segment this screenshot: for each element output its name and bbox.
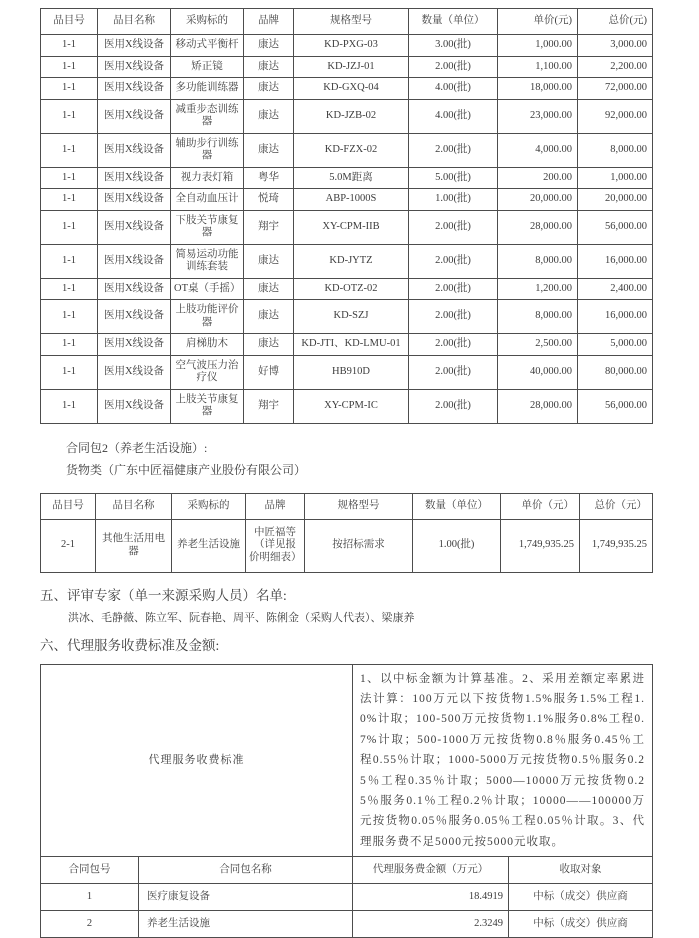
table-cell: 1,000.00 xyxy=(578,167,653,189)
table-cell: 康达 xyxy=(244,133,294,167)
column-header: 单价(元) xyxy=(498,9,578,35)
table-cell: 18,000.00 xyxy=(498,78,578,100)
table-cell: 康达 xyxy=(244,244,294,278)
table-cell: 5.0M距离 xyxy=(294,167,409,189)
table-cell: 翔宇 xyxy=(244,210,294,244)
column-header: 品目名称 xyxy=(98,9,171,35)
table-cell: 1-1 xyxy=(41,167,98,189)
table-cell: 16,000.00 xyxy=(578,300,653,334)
table-cell: 4.00(批) xyxy=(409,78,498,100)
column-header: 总价（元） xyxy=(580,493,653,519)
table-row xyxy=(41,911,653,938)
table-cell: 康达 xyxy=(244,78,294,100)
column-header: 合同包名称 xyxy=(139,857,353,884)
table-cell: 92,000.00 xyxy=(578,99,653,133)
table-row xyxy=(41,334,653,356)
table-cell: 1-1 xyxy=(41,300,98,334)
table-cell: 1 xyxy=(41,884,139,911)
table-cell: 医用X线设备 xyxy=(98,167,171,189)
table-cell: 医用X线设备 xyxy=(98,210,171,244)
table-cell: 2.00(批) xyxy=(409,133,498,167)
package2-heading: 合同包2（养老生活设施）: xyxy=(66,437,699,459)
table-cell: 2.3249 xyxy=(353,911,509,938)
table-cell: 医用X线设备 xyxy=(98,355,171,389)
table-cell: 肩梯肋木 xyxy=(171,334,244,356)
table-cell: 减重步态训练器 xyxy=(171,99,244,133)
table-row xyxy=(41,884,653,911)
column-header: 品目名称 xyxy=(96,493,172,519)
table-cell: 辅助步行训练器 xyxy=(171,133,244,167)
table-cell: KD-JTI、KD-LMU-01 xyxy=(294,334,409,356)
column-header: 数量（单位） xyxy=(413,493,501,519)
table-cell: 医用X线设备 xyxy=(98,334,171,356)
table-cell: 1-1 xyxy=(41,133,98,167)
table-cell: 4.00(批) xyxy=(409,99,498,133)
table-row xyxy=(41,300,653,334)
table-cell: 2.00(批) xyxy=(409,389,498,423)
table-cell: 56,000.00 xyxy=(578,389,653,423)
table-row xyxy=(41,56,653,78)
column-header: 合同包号 xyxy=(41,857,139,884)
table-cell: 中匠福等（详见报价明细表） xyxy=(246,519,305,572)
table-cell: 康达 xyxy=(244,278,294,300)
table-cell: 2,500.00 xyxy=(498,334,578,356)
table-cell: 1-1 xyxy=(41,355,98,389)
fee-standard-row xyxy=(41,664,653,857)
table-row xyxy=(41,519,653,572)
table-cell: 康达 xyxy=(244,99,294,133)
column-header: 采购标的 xyxy=(171,9,244,35)
table-cell: 28,000.00 xyxy=(498,210,578,244)
table-cell: 1-1 xyxy=(41,334,98,356)
table-row xyxy=(41,278,653,300)
table-cell: 1.00(批) xyxy=(409,189,498,211)
table-cell: 多功能训练器 xyxy=(171,78,244,100)
table-cell: 康达 xyxy=(244,300,294,334)
table-cell: 医疗康复设备 xyxy=(139,884,353,911)
table-cell: 1,100.00 xyxy=(498,56,578,78)
table-cell: OT桌（手摇） xyxy=(171,278,244,300)
column-header: 规格型号 xyxy=(294,9,409,35)
fee-standard-text: 1、以中标金额为计算基准。2、采用差额定率累进法计算：100万元以下按货物1.5%服务1.5%工程1.0%计取；100-500万元按货物1.1%服务0.8%工程0.7%计取；500-1000万元按货物0.8％服务0.45％工程0.55％计取；1000-5000万元按货物0.5％服务0.25％工程0.35％计取；5000—10000万元按货物0.25％服务0.1％工程0.2％计取；10000——100000万元按货物0.05％服务0.05％工程0.05％计取。3、代理服务费不足5000元按5000元收取。 xyxy=(353,664,653,857)
column-header: 单价（元） xyxy=(501,493,580,519)
table-row xyxy=(41,167,653,189)
table-cell: 医用X线设备 xyxy=(98,35,171,57)
table-cell: KD-SZJ xyxy=(294,300,409,334)
table-cell: 养老生活设施 xyxy=(139,911,353,938)
table-cell: 1-1 xyxy=(41,189,98,211)
table-cell: 医用X线设备 xyxy=(98,78,171,100)
table-row xyxy=(41,99,653,133)
table-cell: 1-1 xyxy=(41,35,98,57)
table-cell: KD-OTZ-02 xyxy=(294,278,409,300)
table-row xyxy=(41,78,653,100)
table-cell: KD-GXQ-04 xyxy=(294,78,409,100)
column-header: 总价(元) xyxy=(578,9,653,35)
section-six-heading: 六、代理服务收费标准及金额: xyxy=(40,636,699,655)
table-cell: 医用X线设备 xyxy=(98,278,171,300)
column-header: 品目号 xyxy=(41,493,96,519)
table-cell: 2.00(批) xyxy=(409,334,498,356)
table-cell: 康达 xyxy=(244,334,294,356)
column-header: 数量（单位） xyxy=(409,9,498,35)
table-cell: 1-1 xyxy=(41,210,98,244)
table-cell: 18.4919 xyxy=(353,884,509,911)
table-cell: 80,000.00 xyxy=(578,355,653,389)
procurement-result-document xyxy=(0,8,699,929)
table-cell: 40,000.00 xyxy=(498,355,578,389)
table-row xyxy=(41,35,653,57)
table-cell: 72,000.00 xyxy=(578,78,653,100)
package2-supplier-line: 货物类（广东中匠福健康产业股份有限公司） xyxy=(66,459,699,481)
table-cell: 8,000.00 xyxy=(578,133,653,167)
table-cell: 2.00(批) xyxy=(409,300,498,334)
package2-items-table xyxy=(40,493,653,573)
table-cell: 悦琦 xyxy=(244,189,294,211)
table-cell: 康达 xyxy=(244,35,294,57)
expert-names: 洪冰、毛静薇、陈立军、阮春艳、周平、陈俐金（采购人代表）、梁康养 xyxy=(68,611,699,625)
table-cell: 上肢功能评价器 xyxy=(171,300,244,334)
table-cell: 2.00(批) xyxy=(409,210,498,244)
table-cell: 5.00(批) xyxy=(409,167,498,189)
table-cell: 全自动血压计 xyxy=(171,189,244,211)
table-cell: 其他生活用电器 xyxy=(96,519,172,572)
column-header: 代理服务费金额（万元） xyxy=(353,857,509,884)
table-cell: 1-1 xyxy=(41,99,98,133)
table-cell: 2.00(批) xyxy=(409,244,498,278)
table-row xyxy=(41,133,653,167)
table-cell: KD-JYTZ xyxy=(294,244,409,278)
table-cell: 医用X线设备 xyxy=(98,99,171,133)
table-cell: 养老生活设施 xyxy=(172,519,246,572)
package2-intro xyxy=(66,437,699,481)
table-cell: 按招标需求 xyxy=(305,519,413,572)
table-header-row xyxy=(41,493,653,519)
table-cell: KD-PXG-03 xyxy=(294,35,409,57)
table-row xyxy=(41,189,653,211)
table-cell: 1-1 xyxy=(41,278,98,300)
table-cell: 8,000.00 xyxy=(498,300,578,334)
table-cell: 3.00(批) xyxy=(409,35,498,57)
table-cell: 4,000.00 xyxy=(498,133,578,167)
table-row xyxy=(41,244,653,278)
table-cell: 1,200.00 xyxy=(498,278,578,300)
section-five-heading: 五、评审专家（单一来源采购人员）名单: xyxy=(40,586,699,605)
table-cell: 200.00 xyxy=(498,167,578,189)
package1-items-table xyxy=(40,8,653,424)
table-cell: 56,000.00 xyxy=(578,210,653,244)
table-cell: 上肢关节康复器 xyxy=(171,389,244,423)
table-cell: 1,000.00 xyxy=(498,35,578,57)
table-cell: 20,000.00 xyxy=(578,189,653,211)
table-cell: XY-CPM-IC xyxy=(294,389,409,423)
table-cell: 23,000.00 xyxy=(498,99,578,133)
table-cell: 8,000.00 xyxy=(498,244,578,278)
table-cell: KD-FZX-02 xyxy=(294,133,409,167)
table-cell: 矫正镜 xyxy=(171,56,244,78)
table-cell: 5,000.00 xyxy=(578,334,653,356)
table-cell: 1,749,935.25 xyxy=(501,519,580,572)
table-cell: 2 xyxy=(41,911,139,938)
table-cell: 20,000.00 xyxy=(498,189,578,211)
table-cell: KD-JZJ-01 xyxy=(294,56,409,78)
column-header: 采购标的 xyxy=(172,493,246,519)
table-row xyxy=(41,210,653,244)
table-cell: 1,749,935.25 xyxy=(580,519,653,572)
table-cell: 移动式平衡杆 xyxy=(171,35,244,57)
table-cell: 医用X线设备 xyxy=(98,244,171,278)
table-cell: 28,000.00 xyxy=(498,389,578,423)
table-cell: 1-1 xyxy=(41,244,98,278)
table-cell: 好博 xyxy=(244,355,294,389)
table-cell: 2-1 xyxy=(41,519,96,572)
table-cell: 1-1 xyxy=(41,389,98,423)
table-cell: 医用X线设备 xyxy=(98,300,171,334)
table-cell: 16,000.00 xyxy=(578,244,653,278)
table-row xyxy=(41,355,653,389)
table-cell: XY-CPM-IIB xyxy=(294,210,409,244)
table-cell: 3,000.00 xyxy=(578,35,653,57)
table-cell: 1-1 xyxy=(41,78,98,100)
table-header-row xyxy=(41,9,653,35)
table-cell: 1.00(批) xyxy=(413,519,501,572)
table-cell: 简易运动功能训练套装 xyxy=(171,244,244,278)
table-cell: 粤华 xyxy=(244,167,294,189)
column-header: 收取对象 xyxy=(509,857,653,884)
table-cell: 2,200.00 xyxy=(578,56,653,78)
table-cell: 2.00(批) xyxy=(409,278,498,300)
table-cell: 1-1 xyxy=(41,56,98,78)
table-cell: 医用X线设备 xyxy=(98,56,171,78)
table-header-row xyxy=(41,857,653,884)
table-cell: 医用X线设备 xyxy=(98,133,171,167)
agency-fee-table xyxy=(40,664,653,938)
table-row xyxy=(41,389,653,423)
table-cell: 视力表灯箱 xyxy=(171,167,244,189)
table-cell: 康达 xyxy=(244,56,294,78)
column-header: 规格型号 xyxy=(305,493,413,519)
table-cell: 中标（成交）供应商 xyxy=(509,911,653,938)
table-cell: 医用X线设备 xyxy=(98,389,171,423)
fee-standard-label: 代理服务收费标准 xyxy=(41,664,353,857)
table-cell: 下肢关节康复器 xyxy=(171,210,244,244)
table-cell: 医用X线设备 xyxy=(98,189,171,211)
table-cell: 空气波压力治疗仪 xyxy=(171,355,244,389)
table-cell: 2,400.00 xyxy=(578,278,653,300)
table-cell: 2.00(批) xyxy=(409,56,498,78)
table-cell: 2.00(批) xyxy=(409,355,498,389)
table-cell: KD-JZB-02 xyxy=(294,99,409,133)
column-header: 品牌 xyxy=(244,9,294,35)
table-cell: HB910D xyxy=(294,355,409,389)
column-header: 品牌 xyxy=(246,493,305,519)
table-cell: ABP-1000S xyxy=(294,189,409,211)
table-cell: 中标（成交）供应商 xyxy=(509,884,653,911)
column-header: 品目号 xyxy=(41,9,98,35)
table-cell: 翔宇 xyxy=(244,389,294,423)
